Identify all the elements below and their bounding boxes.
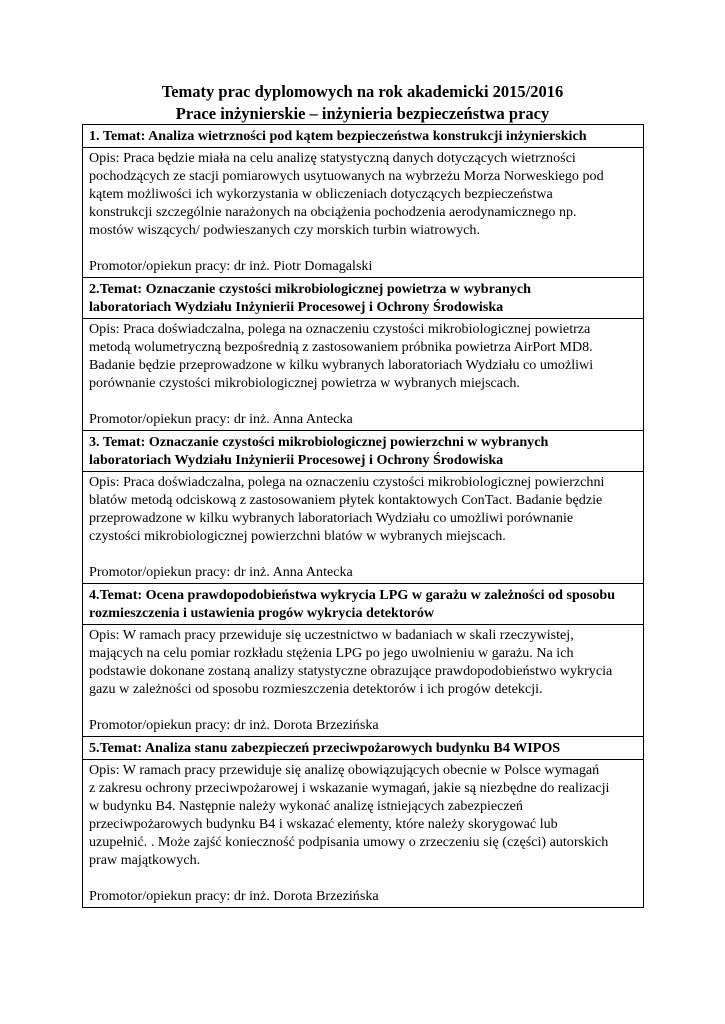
topic-2-description-line: porównanie czystości mikrobiologicznej powietrza w wybranych miejscach. bbox=[89, 375, 520, 391]
topic-4-body-row bbox=[83, 625, 644, 737]
topic-4-heading-line: rozmieszczenia i ustawienia progów wykrycia detektorów bbox=[89, 605, 435, 621]
topics-table bbox=[82, 124, 644, 908]
topic-2-heading-line: laboratoriach Wydziału Inżynierii Procesowej i Ochrony Środowiska bbox=[89, 299, 504, 315]
topic-3-promotor: Promotor/opiekun pracy: dr inż. Anna Antecka bbox=[89, 564, 353, 580]
topic-1-description-line: mostów wiszących/ podwieszanych czy morskich turbin wiatrowych. bbox=[89, 222, 480, 238]
topic-5-description bbox=[83, 760, 644, 908]
topic-4-description-line: Opis: W ramach pracy przewiduje się uczestnictwo w badaniach w skali rzeczywistej, bbox=[89, 627, 574, 643]
topic-5-description-line: w budynku B4. Następnie należy wykonać analizę istniejących zabezpieczeń bbox=[89, 798, 523, 814]
topic-3-description bbox=[83, 472, 644, 584]
topic-2-heading-row bbox=[83, 278, 644, 319]
topic-3-heading-line: 3. Temat: Oznaczanie czystości mikrobiologicznej powierzchni w wybranych bbox=[89, 434, 549, 450]
document-subtitle: Prace inżynierskie – inżynieria bezpieczeństwa pracy bbox=[175, 104, 550, 123]
topic-3-body-row bbox=[83, 472, 644, 584]
topic-5-heading bbox=[83, 737, 644, 760]
topic-2-promotor: Promotor/opiekun pracy: dr inż. Anna Antecka bbox=[89, 411, 353, 427]
topic-3-description-line: blatów metodą odciskową z zastosowaniem płytek kontaktowych ConTact. Badanie będzie bbox=[89, 492, 603, 508]
topic-5-promotor: Promotor/opiekun pracy: dr inż. Dorota Brzezińska bbox=[89, 888, 379, 904]
topic-1-description-line: konstrukcji szczególnie narażonych na obciążenia pochodzenia aerodynamicznego np. bbox=[89, 204, 577, 220]
topic-4-description-line: podstawie dokonane zostaną analizy statystyczne obrazujące prawdopodobieństwo wykrycia bbox=[89, 663, 613, 679]
topic-3-description-line: Opis: Praca doświadczalna, polega na oznaczeniu czystości mikrobiologicznej powierzchni bbox=[89, 474, 605, 490]
topic-2-description-line: Badanie będzie przeprowadzone w kilku wybranych laboratoriach Wydziału co umożliwi bbox=[89, 357, 594, 373]
topic-2-heading-line: 2.Temat: Oznaczanie czystości mikrobiologicznej powietrza w wybranych bbox=[89, 281, 531, 297]
topic-3-description-line: czystości mikrobiologicznej powierzchni blatów w wybranych miejscach. bbox=[89, 528, 506, 544]
topic-2-description-line: metodą wolumetryczną bezpośrednią z zastosowaniem próbnika powietrza AirPort MD8. bbox=[89, 339, 593, 355]
topic-2-heading bbox=[83, 278, 644, 319]
topic-5-description-line: Opis: W ramach pracy przewiduje się analizę obowiązujących obecnie w Polsce wymagań bbox=[89, 762, 600, 778]
topic-1-heading bbox=[83, 125, 644, 148]
topic-1-description bbox=[83, 148, 644, 278]
topic-4-heading bbox=[83, 584, 644, 625]
topic-2-body-row bbox=[83, 319, 644, 431]
topic-4-promotor: Promotor/opiekun pracy: dr inż. Dorota Brzezińska bbox=[89, 717, 379, 733]
topic-5-description-line: przeciwpożarowych budynku B4 i wskazać elementy, które należy skorygować lub bbox=[89, 816, 558, 832]
topic-1-description-line: kątem możliwości ich wykorzystania w obliczeniach dotyczących bezpieczeństwa bbox=[89, 186, 553, 202]
topic-4-description bbox=[83, 625, 644, 737]
topic-3-heading bbox=[83, 431, 644, 472]
topic-4-description-line: gazu w zależności od sposobu rozmieszczenia detektorów i ich progów detekcji. bbox=[89, 681, 543, 697]
topic-1-description-line: pochodzących ze stacji pomiarowych usytuowanych na wybrzeżu Morza Norweskiego pod bbox=[89, 168, 604, 184]
topic-1-heading-line: 1. Temat: Analiza wietrzności pod kątem bezpieczeństwa konstrukcji inżynierskich bbox=[89, 128, 587, 144]
topic-2-description-line: Opis: Praca doświadczalna, polega na oznaczeniu czystości mikrobiologicznej powietrza bbox=[89, 321, 591, 337]
topic-4-description-line: mających na celu pomiar rozkładu stężenia LPG po jego uwolnieniu w garażu. Na ich bbox=[89, 645, 574, 661]
topic-1-body-row bbox=[83, 148, 644, 278]
topic-4-heading-line: 4.Temat: Ocena prawdopodobieństwa wykrycia LPG w garażu w zależności od sposobu bbox=[89, 587, 616, 603]
topic-4-heading-row bbox=[83, 584, 644, 625]
topic-5-description-line: z zakresu ochrony przeciwpożarowej i wskazanie wymagań, jakie są niezbędne do realizacji bbox=[89, 780, 610, 796]
topic-1-promotor: Promotor/opiekun pracy: dr inż. Piotr Domagalski bbox=[89, 258, 373, 274]
topic-5-heading-row bbox=[83, 737, 644, 760]
topic-2-description bbox=[83, 319, 644, 431]
topic-3-heading-row bbox=[83, 431, 644, 472]
topic-5-description-line: praw majątkowych. bbox=[89, 852, 201, 868]
topic-1-heading-row bbox=[83, 125, 644, 148]
topic-3-description-line: przeprowadzone w kilku wybranych laboratoriach Wydziału co umożliwi porównanie bbox=[89, 510, 574, 526]
topic-3-heading-line: laboratoriach Wydziału Inżynierii Procesowej i Ochrony Środowiska bbox=[89, 452, 504, 468]
document-title: Tematy prac dyplomowych na rok akademicki 2015/2016 bbox=[161, 82, 564, 101]
topic-1-description-line: Opis: Praca będzie miała na celu analizę statystyczną danych dotyczących wietrzności bbox=[89, 150, 576, 166]
topic-5-body-row bbox=[83, 760, 644, 908]
topic-5-heading-line: 5.Temat: Analiza stanu zabezpieczeń przeciwpożarowych budynku B4 WIPOS bbox=[89, 740, 561, 756]
topic-5-description-line: uzupełnić. . Może zajść konieczność podpisania umowy o zrzeczeniu się (części) autorskich bbox=[89, 834, 609, 850]
